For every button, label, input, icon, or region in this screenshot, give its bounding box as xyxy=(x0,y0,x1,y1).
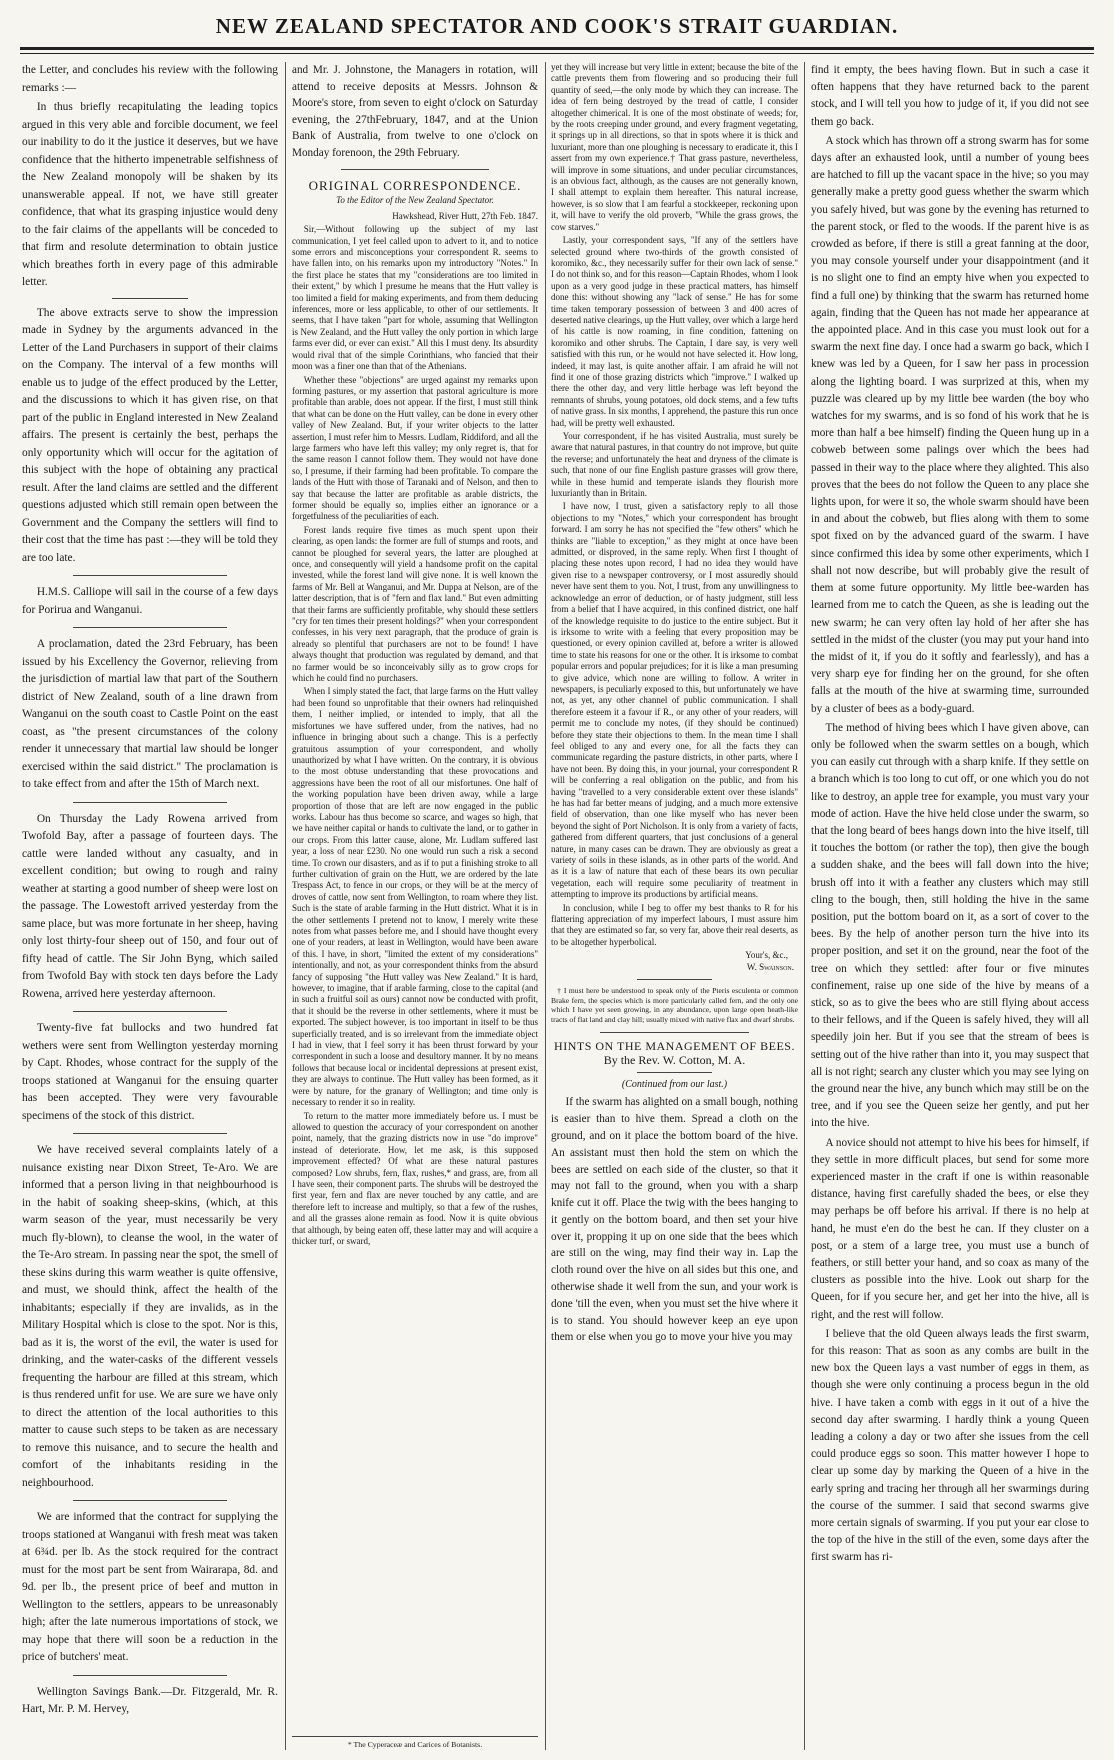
article-author: By the Rev. W. Cotton, M. A. xyxy=(603,1052,746,1067)
signature-name: W. Swainson. xyxy=(746,961,794,972)
col1-paragraph: The above extracts serve to show the impression made in Sydney by the arguments advanced in the Letter of the Land Purchasers in support of their claims on the Company. The interval of a few months will enable us to judge of the effect produced by the Letter, and the discussions to which it has given rise, on that part of the public in England interested in New Zealand affairs. The present is certainly the best, perhaps the only opportunity which will occur for the agitation of this subject with the hope of obtaining any practical result. After the land claims are settled and the different questions adjusted which still remain open between the Government and the Company the settlers will find to their cost that the time has past :—they will be told they are too late. xyxy=(22,306,278,564)
masthead-rule-thick xyxy=(20,47,1094,50)
masthead: NEW ZEALAND SPECTATOR AND COOK'S STRAIT GUARDIAN. xyxy=(215,14,899,38)
col2-paragraph: Forest lands require five times as much spent upon their clearing, as open lands: the former are full of stumps and roots, and cannot be ploughed for several years, the latter are ploughed at once, and consequently will yield a handsome profit on the capital invested, while the forest land will give none. It is well known the farms of Mr. Bell at Wanganui, and Mr. Duppa at Nelson, are of the latter description, that is of "fern and flax land." But even admitting that their farms are sufficiently profitable, why should these settlers "cry for ten times their present holdings?" when your correspondent confesses, in his very next paragraph, that the produce of grain is already so plentiful that purchasers are not to be found! I have always thought that production was regulated by demand, and that no farmer would be so inconceivably silly as to grow crops for which he could find no purchasers. xyxy=(292,524,538,684)
col1-paragraph: We have received several complaints lately of a nuisance existing near Dixon Street, Te-Aro. We are informed that a person living in that neighbourhood is in the habit of soaking sheep-skins, (which, at this warm season of the year, must necessarily be very much fly-blown), to cleanse the wool, in the water of the Te-Aro stream. In passing near the spot, the smell of these skins during this warm weather is quite offensive, and must, we should think, affect the health of the inhabitants; especially if they are invalids, as in the Military Hospital which is close to the spot. Nor is this, bad as it is, the worst of the evil, the water is used for drinking, and the water-casks of the different vessels frequenting the harbour are filled at this stream, which is thus rendered unfit for use. We are sure we have only to direct the attention of the local authorities to this matter to cause such steps to be taken as are necessary to remove this nuisance, and to secure the health and comfort of the inhabitants residing in the neighbourhood. xyxy=(22,1144,278,1489)
col2-paragraph: To return to the matter more immediately before us. I must be allowed to question the accuracy of your correspondent on another point, namely, that the grazing districts now in use "do improve" instead of deteriorate. How, let me ask, is this supposed improvement effected? Of what are these natural pastures composed? Low shrubs, fern, flax, rushes,* and grass, are, from all I have seen, their component parts. The shrubs will be destroyed the first year, fern and flax are never touched by any cattle, and are therefore left to increase and multiply, so that a few of the rushes, and all the grasses alone remain as food. Now it is quite obvious that although, by being eaten off, these latter may and will acquire a thicker turf, or sward, xyxy=(292,1110,538,1246)
col3-paragraph: Your correspondent, if he has visited Australia, must surely be aware that natural pastures, in that country do not improve, but quite the reverse; and unfortunately the heat and dryness of the climate is such, that none of our fine English pasture grasses will grow there, while in these humid and temperate islands they flourish more luxuriantly than in Britain. xyxy=(551,431,798,499)
divider xyxy=(73,1500,227,1501)
masthead-rule-thin xyxy=(20,53,1094,54)
col1-paragraph: Twenty-five fat bullocks and two hundred fat wethers were sent from Wellington yesterday morning by Capt. Rhodes, whose contract for the supply of the troops stationed at Wanganui for the ensuing quarter has been accepted. They were very favourable specimens of the stock of this district. xyxy=(22,1022,278,1122)
col1-paragraph: H.M.S. Calliope will sail in the course of a few days for Porirua and Wanganui. xyxy=(22,586,278,616)
col3-paragraph: If the swarm has alighted on a small bough, nothing is easier than to hive them. Spread a cloth on the ground, and on it place the bottom board of the hive. An assistant must then hold the stem on which the bees are settled on each side of the cluster, so that it may not fall to the ground, when you with a sharp knife cut it off. Place the twig with the bees hanging to it gently on the bottom board, and then set your hive over it, propping it up on one side that the bees which are still on the wing, may find their way in. Lap the cloth round over the hive on all sides but this one, and otherwise shade it well from the sun, and your work is done 'till the even, when you must set the hive where it is to stand. You should however keep an eye upon them or else when you go to move your hive you may xyxy=(551,1096,798,1344)
column-rule xyxy=(804,62,805,1750)
signature-closing: Your's, &c., xyxy=(745,950,788,961)
col2-paragraph: When I simply stated the fact, that large farms on the Hutt valley had been found so unprofitable that their owners had relinquished them, I neither implied, or intended to imply, that all the misfortunes we have suffered under, from the natives, had no influence in bringing about such a change. This is a perfectly gratuitous assumption of your correspondent, and wholly unauthorized by what I have written. On the contrary, it is obvious to the most obtuse understanding that these provocations and aggressions have been the root of all our misfortunes. One half of the working population have been driven away, while a large proportion of those that are left are now engaged in the public works. Labour has thus become so scarce, and wages so high, that we have neither capital or hands to cultivate the land, or to gather in our crops. From this latter cause, alone, Mr. Ludlam suffered last year, a loss of near £230. No one would run such a risk a second time. To crown our disasters, and as if to put a finishing stroke to all further cultivation of grain on the Hutt, we are ordered by the late Trespass Act, to fence in our crops, or they will be at the mercy of droves of cattle, now sent from Wellington, to roam where they list. Such is the state of arable farming in the Hutt district. What it is in the other settlements I pretend not to know, I merely write these notes from what passes before me, and I should have thought every one of your readers, at least in Wellington, would have been aware of this. I have, in short, "limited the extent of my considerations" intentionally, and not, as your correspondent thinks from the absurd fancy of supposing "the Hutt valley was New Zealand." It is hard, however, to imagine, that if arable farming, close to the capital (and in such a fruitful soil as ours) cannot now be conducted with profit, that it should be the reverse in other settlements, where it must be exported. The subject however, is too important in itself to be thus superficially treated, and is so irrelevant from the immediate object I had in view, that I feel sorry it has been thrust forward by your correspondent in such a loose and desultory manner. It by no means follows that because local or incidental depressions at present exist, they are always to continue. The Hutt valley has been formed, as it were by nature, for the granary of Wellington; and time only is necessary to render it so in reality. xyxy=(292,686,538,1108)
divider xyxy=(73,802,227,803)
salutation-line: To the Editor of the New Zealand Spectator. xyxy=(336,195,494,206)
col1-paragraph: Wellington Savings Bank.—Dr. Fitzgerald, Mr. R. Hart, Mr. P. M. Hervey, xyxy=(22,1685,278,1715)
divider xyxy=(112,298,189,299)
divider xyxy=(600,1032,748,1033)
article-title: HINTS ON THE MANAGEMENT OF BEES. xyxy=(554,1039,795,1054)
column-1 xyxy=(22,62,278,1750)
dateline: Hawkshead, River Hutt, 27th Feb. 1847. xyxy=(392,210,538,221)
col2-paragraph: Whether these "objections" are urged against my remarks upon forming pastures, or my assertion that pastoral agriculture is more profitable than arable, does not appear. If the first, I must still think that what can be done on the Hutt valley, can be done in every other valley of New Zealand. But, if your writer objects to the latter assertion, I must refer him to Messrs. Ludlam, Riddiford, and all the large farmers who have left this valley; my only regret is, that for the same reason I cannot follow them. They would not have done so, I presume, if their farming had been profitable. To compare the lands of the Hutt with those of Taranaki and of Nelson, and then to say that because the latter are profitable as arable districts, the former should be equally so, implies either an ignorance or a forgetfulness of the peculiarities of each. xyxy=(292,374,538,522)
column-4 xyxy=(811,62,1089,1750)
col1-paragraph: the Letter, and concludes his review with the following remarks :— xyxy=(22,64,278,94)
section-heading: ORIGINAL CORRESPONDENCE. xyxy=(308,178,522,193)
col3-paragraph: yet they will increase but very little in extent; because the bite of the cattle prevents them from flowering and so producing their full quantity of seed,—the only mode by which they can increase. The idea of fern being destroyed by the tread of cattle, I consider altogether chimerical. It is one of the most obstinate of weeds; for, by the roots creeping under ground, and every fragment vegetating, it springs up in all directions, so that in spots where it is thick and luxuriant, more than one ploughing is necessary to eradicate it, this I assert from my own experience.† That grass pasture, nevertheless, will improve in some situations, and under peculiar circumstances, is an obvious fact, although, as the causes are not generally known, I shall attempt to explain them hereafter. This natural increase, however, is so slow that I am fearful a stockkeeper, reckoning upon it, will have to verify the old proverb, "While the grass grows, the cow starves." xyxy=(551,62,798,232)
col2-paragraph: Sir,—Without following up the subject of my last communication, I yet feel called upon to advert to it, and to notice some errors and misconceptions your correspondent R. seems to have fallen into, on his remarks upon my introductory "Notes." In the first place he states that my "considerations are too limited in their extent," by which I presume he means that the Hutt valley is too limited a field for making experiments, and from them deducing inferences, more or less applicable, to other of our settlements. It seems, that I have taken "part for whole, assuming that Wellington is New Zealand, and the Hutt valley the only portion in which large farms ever did, or ever can exist." All this I must deny. Its absurdity would rival that of the simple Corinthians, who fancied that their moon was a finer one than that of the Athenians. xyxy=(292,224,538,372)
divider xyxy=(73,1011,227,1012)
col4-paragraph: A novice should not attempt to hive his bees for himself, if they settle in more difficult places, but send for some more experienced master in the craft if one is within reasonable distance, having first carefully shaded the bees, or else they may perhaps be off before his arrival. If there is no help at hand, he must e'en do the best he can. If they cluster on a post, or a stem of a large tree, you must use a bunch of feathers, or still better your hand, and so coax as many of the clusters as possible into the hive. Look out sharp for the Queen, for if you secure her, and get her into the hive, all is right, and the rest will follow. xyxy=(811,1136,1089,1321)
footnote: * The Cyperaceæ and Carices of Botanists. xyxy=(292,1736,538,1750)
col4-paragraph: find it empty, the bees having flown. But in such a case it often happens that they have returned back to the parent stock, and I will tell you how to judge of it, if you did not see them go back. xyxy=(811,64,1089,128)
col3-paragraph: I have now, I trust, given a satisfactory reply to all those objections to my "Notes," which your correspondent has brought forward. I am sorry he has not specified the "few others" which he thinks are "liable to exception," as they might at once have been admitted, or disproved, in the same reply. When first I thought of placing these notes upon record, I had no idea they would have given rise to a newspaper controversy, or I most assuredly should never have sent them to you. Not, I trust, from any unwillingness to acknowledge an error of deduction, or of hasty judgment, still less from a belief that I have acquired, in this confined district, one half of the knowledge requisite to do justice to the entire subject. But it is irksome to write with a feeling that every proposition may be questioned, or every opinion cavilled at, before a writer is allowed time to state his reasons for one or the other. It is irksome to combat popular errors and popular prejudices; for it is like a man presuming to give advice, which none are willing to follow. A writer in newspapers, is peculiarly exposed to this, but unfortunately we have not, as yet, any other channel of public communication. I shall therefore esteem it a favour if R., or any other of your readers, will permit me to conclude my notes, (if they should be continued) before they state their objections to them. In the mean time I shall feel obliged to any and every one, for all the facts they can communicate regarding the pasture districts, in other parts, where I have not been. By doing this, in your journal, your correspondent R will be conferring a real obligation on the public, and from his having "travelled to a very considerable extent over these islands" he has had far better means of judging, and a much more extensive field of observation, than one like myself who has never been beyond the sight of Port Nicholson. It is only from a variety of facts, gathered from different quarters, that just conclusions of a general nature, in many cases can be drawn. They are obviously as great a variety of soils in these islands, as in other parts of the world. And as it is a law of nature that each of these bears its own peculiar vegetation, each will require some peculiarity of treatment in attempting to improve its productions by artificial means. xyxy=(551,501,798,900)
col1-paragraph: A proclamation, dated the 23rd February, has been issued by his Excellency the Governor, relieving from the jurisdiction of martial law that part of the Southern district of New Zealand, south of a line drawn from Wanganui on the south coast to Castle Point on the east coast, as "the present circumstances of the colony render it unnecessary that martial law should be longer exercised within the said district." The proclamation is to take effect from and after the 15th of March next. xyxy=(22,638,278,790)
col1-paragraph: On Thursday the Lady Rowena arrived from Twofold Bay, after a passage of fourteen days. The cattle were landed without any casualty, and in excellent condition; but owing to rough and rainy weather at starting a good number of sheep were lost on the passage. The Lowestoft arrived yesterday from the same place, but was more fortunate in her sheep, having only lost thirty-four sheep out of 150, and four out of fifty head of cattle. The Sir John Byng, which sailed from Twofold Bay with stock ten days before the Lady Rowena, arrived here yesterday afternoon. xyxy=(22,812,278,1000)
col4-paragraph: I believe that the old Queen always leads the first swarm, for this reason: That as soon as any combs are built in the new box the Queen lays a vast number of eggs in them, as though she were only continuing a process begun in the old hive. I have taken a comb with eggs in it out of a hive the second day after swarming. I hardly think a young Queen leading a colony a day or two after she issues from the cell could produce eggs so soon. This matter however I hope to clear up some day by marking the Queen of a hive in the early spring and tracing her through all her swarmings during the course of the summer. I said that second swarms give more certain signals of swarming. If you put your ear close to the top of the hive in the still of the even, some days after the first swarm has ri- xyxy=(811,1327,1089,1564)
col1-paragraph: In thus briefly recapitulating the leading topics argued in this very able and forcible document, we feel our inability to do it the justice it deserves, but we have confidence that the hitherto impenetrable selfishness of the New Zealand monopoly will be shaken by its unanswerable appeal. If not, we have still greater confidence, that what its grasping injustice would deny to the fair claims of the appellants will be conceded to that firm and resolute determination to obtain justice which breathes forth in every page of this admirable letter. xyxy=(22,101,278,288)
column-rule xyxy=(285,62,286,1750)
col1-paragraph: We are informed that the contract for supplying the troops stationed at Wanganui with fresh meat was taken at 6¾d. per lb. As the stock required for the contract must for the most part be sent from Wairarapa, 8d. and 9d. per lb., the present price of beef and mutton in Wellington to the settlers, appears to be unreasonably high; after the late numerous importations of stock, we may hope that there will soon be a reduction in the price of butchers' meat. xyxy=(22,1511,278,1663)
column-2 xyxy=(292,62,538,1750)
column-3 xyxy=(551,62,798,1750)
divider xyxy=(73,575,227,576)
divider xyxy=(73,1133,227,1134)
col4-paragraph: A stock which has thrown off a strong swarm has for some days after an exhausted look, until a number of young bees are hatched to fill up the vacant space in the hive; so you may generally make a pretty good guess whether the swarm which you safely hived, but was gone by the evening has returned to the parent stock, or fled to the woods. If the parent hive is as crowded as before, if there is still a great fanning at the door, you may console yourself under your disappointment (and it is no slight one to find an empty hive when you expected to find a full one) by thinking that the swarm has returned home again, finding that the Queen has not made her appearance at the appointed place. And in this case you must look out for a swarm the next fine day. I once had a swarm go back, which I knew was led by a Queen, for I saw her pass in procession along the lighting board. I was surprized at this, when my puzzle was cleared up by my little bee warden (the boy who watches for my swarms, and is so fond of his work that he is more than half a bee himself) finding the Queen hung up in a cobweb between some palings over which the bees had passed in their way to the place where they alighted. This also proves that the bees do not follow the Queen to any place she lights upon, for were it so, the whole swarm should have been in and about the cobweb, but flies along with them to some spot fixed on by the advanced guard of the swarm. I have since confirmed this idea by some other experiments, which I shall not now describe, but will probably give the result of them at some future opportunity. My little bee-warden has learned from me to catch the Queen, as she is leading out the new swarm; he can very often lay hold of her after she has settled in the midst of the cluster (you may put your hand into the midst of it, if you do it softly and fearlessly), and has a very sharp eye for finding her on the ground, for she often falls at the mouth of the hive at swarming time, surrounded by a cluster of bees as a body-guard. xyxy=(811,134,1089,715)
footnote: † I must here be understood to speak only of the Pteris esculenta or common Brake fern, the species which is more particularly called fern, and the only one which I have yet seen growing, in any abundance, upon large open heath-like tracts of flat land and clay hill; usually mixed with native flax and dwarf shrubs. xyxy=(551,986,798,1024)
continued-note: (Continued from our last.) xyxy=(621,1078,728,1090)
divider xyxy=(637,979,711,980)
column-rule xyxy=(545,62,546,1750)
divider xyxy=(637,1072,711,1073)
col4-paragraph: The method of hiving bees which I have given above, can only be followed when the swarm settles on a bough, which you can easily cut through with a sharp knife. If they settle on a branch which is too long to cut off, or one which you do not like to destroy, an apple tree for example, you must vary your mode of action. Have the hive held close under the swarm, so that the long beard of bees hangs down into the hive itself, till it touches the bottom (or rather the top), then give the bough a sudden shake, and the bees will fall down into the hive; brush off into it with a feather any clusters which may still cling to the bough, then, still holding the hive in the same position, put the bottom board on it, as a sort of cover to the bees. By the help of another person turn the hive into its proper position, and set it on the ground, near the foot of the tree on which they settled: after four or five minutes confinement, raise up one side of the hive by means of a stick, so as to give the bees who are still flying about access to their fellows, and if the Queen is safely hived, they will all speedily join her. But if you see that the stream of bees is setting out of the hive rather than into it, you may suspect that all is not right; search any cluster which you may see lying on the ground near the hive, any bunch which may still be on the tree, and if you see the Queen seize her gently, and put her into the hive. xyxy=(811,721,1089,1130)
divider xyxy=(341,169,489,170)
col3-paragraph: Lastly, your correspondent says, "If any of the settlers have selected ground where two-thirds of the growth consisted of koromiko, &c., they necessarily suffer for their own lack of sense." I do not think so, and for this reason—Captain Rhodes, whom I look upon as a very good judge in these practical matters, has himself done this: without showing any "lack of sense." He has for some time taken temporary possession of between 3 and 400 acres of deserted native clearings, up the Hutt valley, over which a large herd of his cattle is now roaming, in fine condition, fattening on koromiko and other shrubs. The Captain, I dare say, is very well satisfied with this run, or he would not have selected it. How long, indeed, it may last, is quite another affair. I am afraid he will not find it one of those grazing districts which "improve." I walked up there the other day, and very little herbage was left beyond the remnants of shrubs, young potatoes, old dock stems, and a few tufts of native grass. In six months, I apprehend, the pasture this run once had, will be pretty well exhausted. xyxy=(551,235,798,428)
divider xyxy=(73,1675,227,1676)
divider xyxy=(73,627,227,628)
col2-paragraph: and Mr. J. Johnstone, the Managers in rotation, will attend to receive deposits at Messrs. Johnson & Moore's store, from seven to eight o'clock on Saturday evening, the 27thFebruary, 1847, and at the Union Bank of Australia, from twelve to one o'clock on Monday forenoon, the 29th February. xyxy=(292,64,538,159)
col3-paragraph: In conclusion, while I beg to offer my best thanks to R for his flattering appreciation of my imperfect labours, I must assure him that they are estimated so far, so very far, above their real deserts, as to be altogether hyperbolical. xyxy=(551,902,798,947)
